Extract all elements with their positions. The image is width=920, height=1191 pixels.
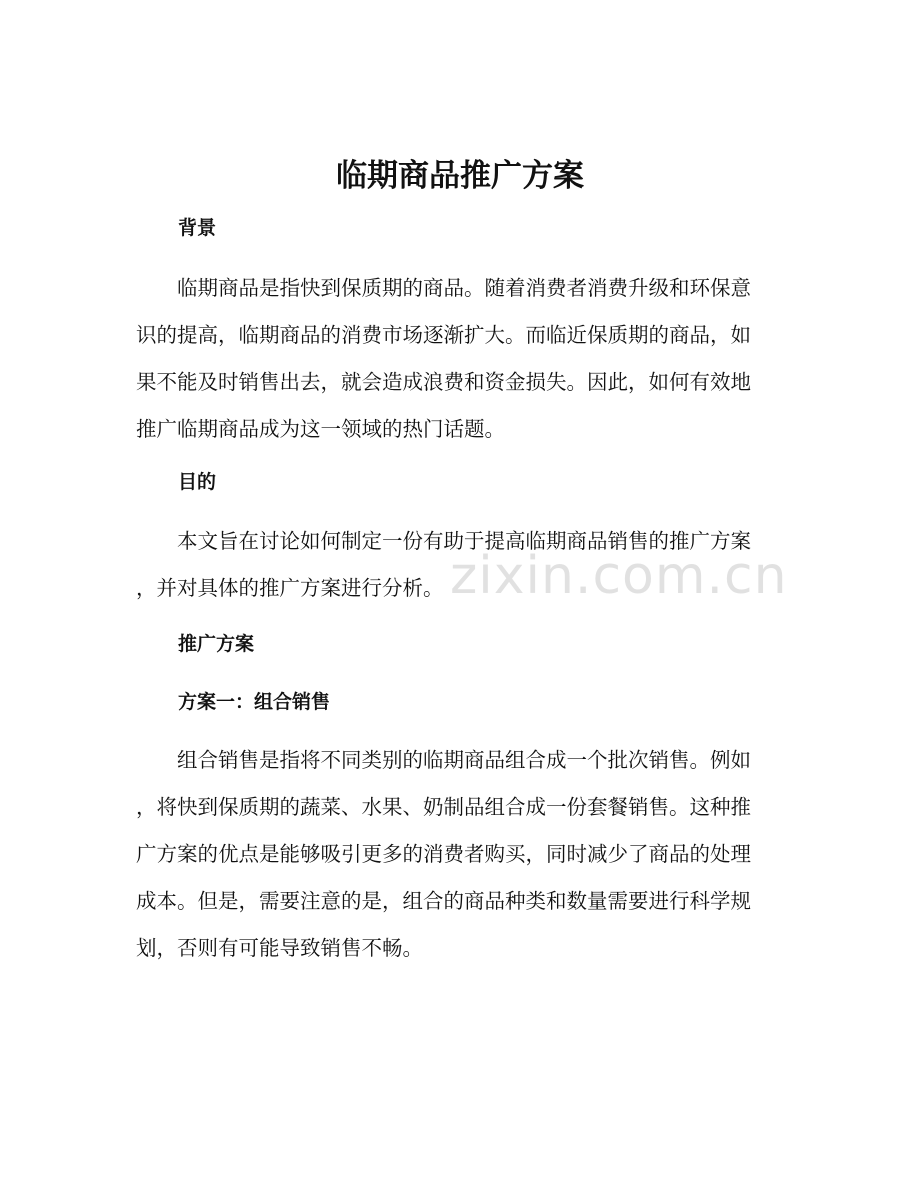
section-heading-plan: 推广方案 bbox=[178, 633, 255, 655]
page-title: 临期商品推广方案 bbox=[336, 158, 584, 194]
section-heading-purpose: 目的 bbox=[178, 471, 217, 493]
paragraph-line: 成本。但是，需要注意的是，组合的商品种类和数量需要进行科学规 bbox=[136, 889, 751, 913]
paragraph-line: 广方案的优点是能够吸引更多的消费者购买，同时减少了商品的处理 bbox=[136, 842, 751, 866]
section-heading-background: 背景 bbox=[178, 217, 217, 239]
paragraph-plan-one bbox=[136, 737, 776, 972]
paragraph-line: 果不能及时销售出去，就会造成浪费和资金损失。因此，如何有效地 bbox=[136, 370, 751, 394]
paragraph-line: 识的提高，临期商品的消费市场逐渐扩大。而临近保质期的商品，如 bbox=[136, 323, 751, 347]
paragraph-line: 组合销售是指将不同类别的临期商品组合成一个批次销售。例如 bbox=[177, 748, 751, 772]
paragraph-line: ，并对具体的推广方案进行分析。 bbox=[136, 576, 444, 600]
paragraph-line: ，将快到保质期的蔬菜、水果、奶制品组合成一份套餐销售。这种推 bbox=[136, 795, 751, 819]
paragraph-line: 临期商品是指快到保质期的商品。随着消费者消费升级和环保意 bbox=[177, 276, 751, 300]
paragraph-purpose bbox=[136, 518, 776, 612]
paragraph-line: 划，否则有可能导致销售不畅。 bbox=[136, 936, 423, 960]
section-heading-plan-one: 方案一：组合销售 bbox=[178, 691, 331, 713]
watermark: zixin.com.cn bbox=[450, 546, 788, 606]
paragraph-background bbox=[136, 265, 776, 453]
paragraph-line: 推广临期商品成为这一领域的热门话题。 bbox=[136, 417, 505, 441]
paragraph-line: 本文旨在讨论如何制定一份有助于提高临期商品销售的推广方案 bbox=[177, 529, 751, 553]
